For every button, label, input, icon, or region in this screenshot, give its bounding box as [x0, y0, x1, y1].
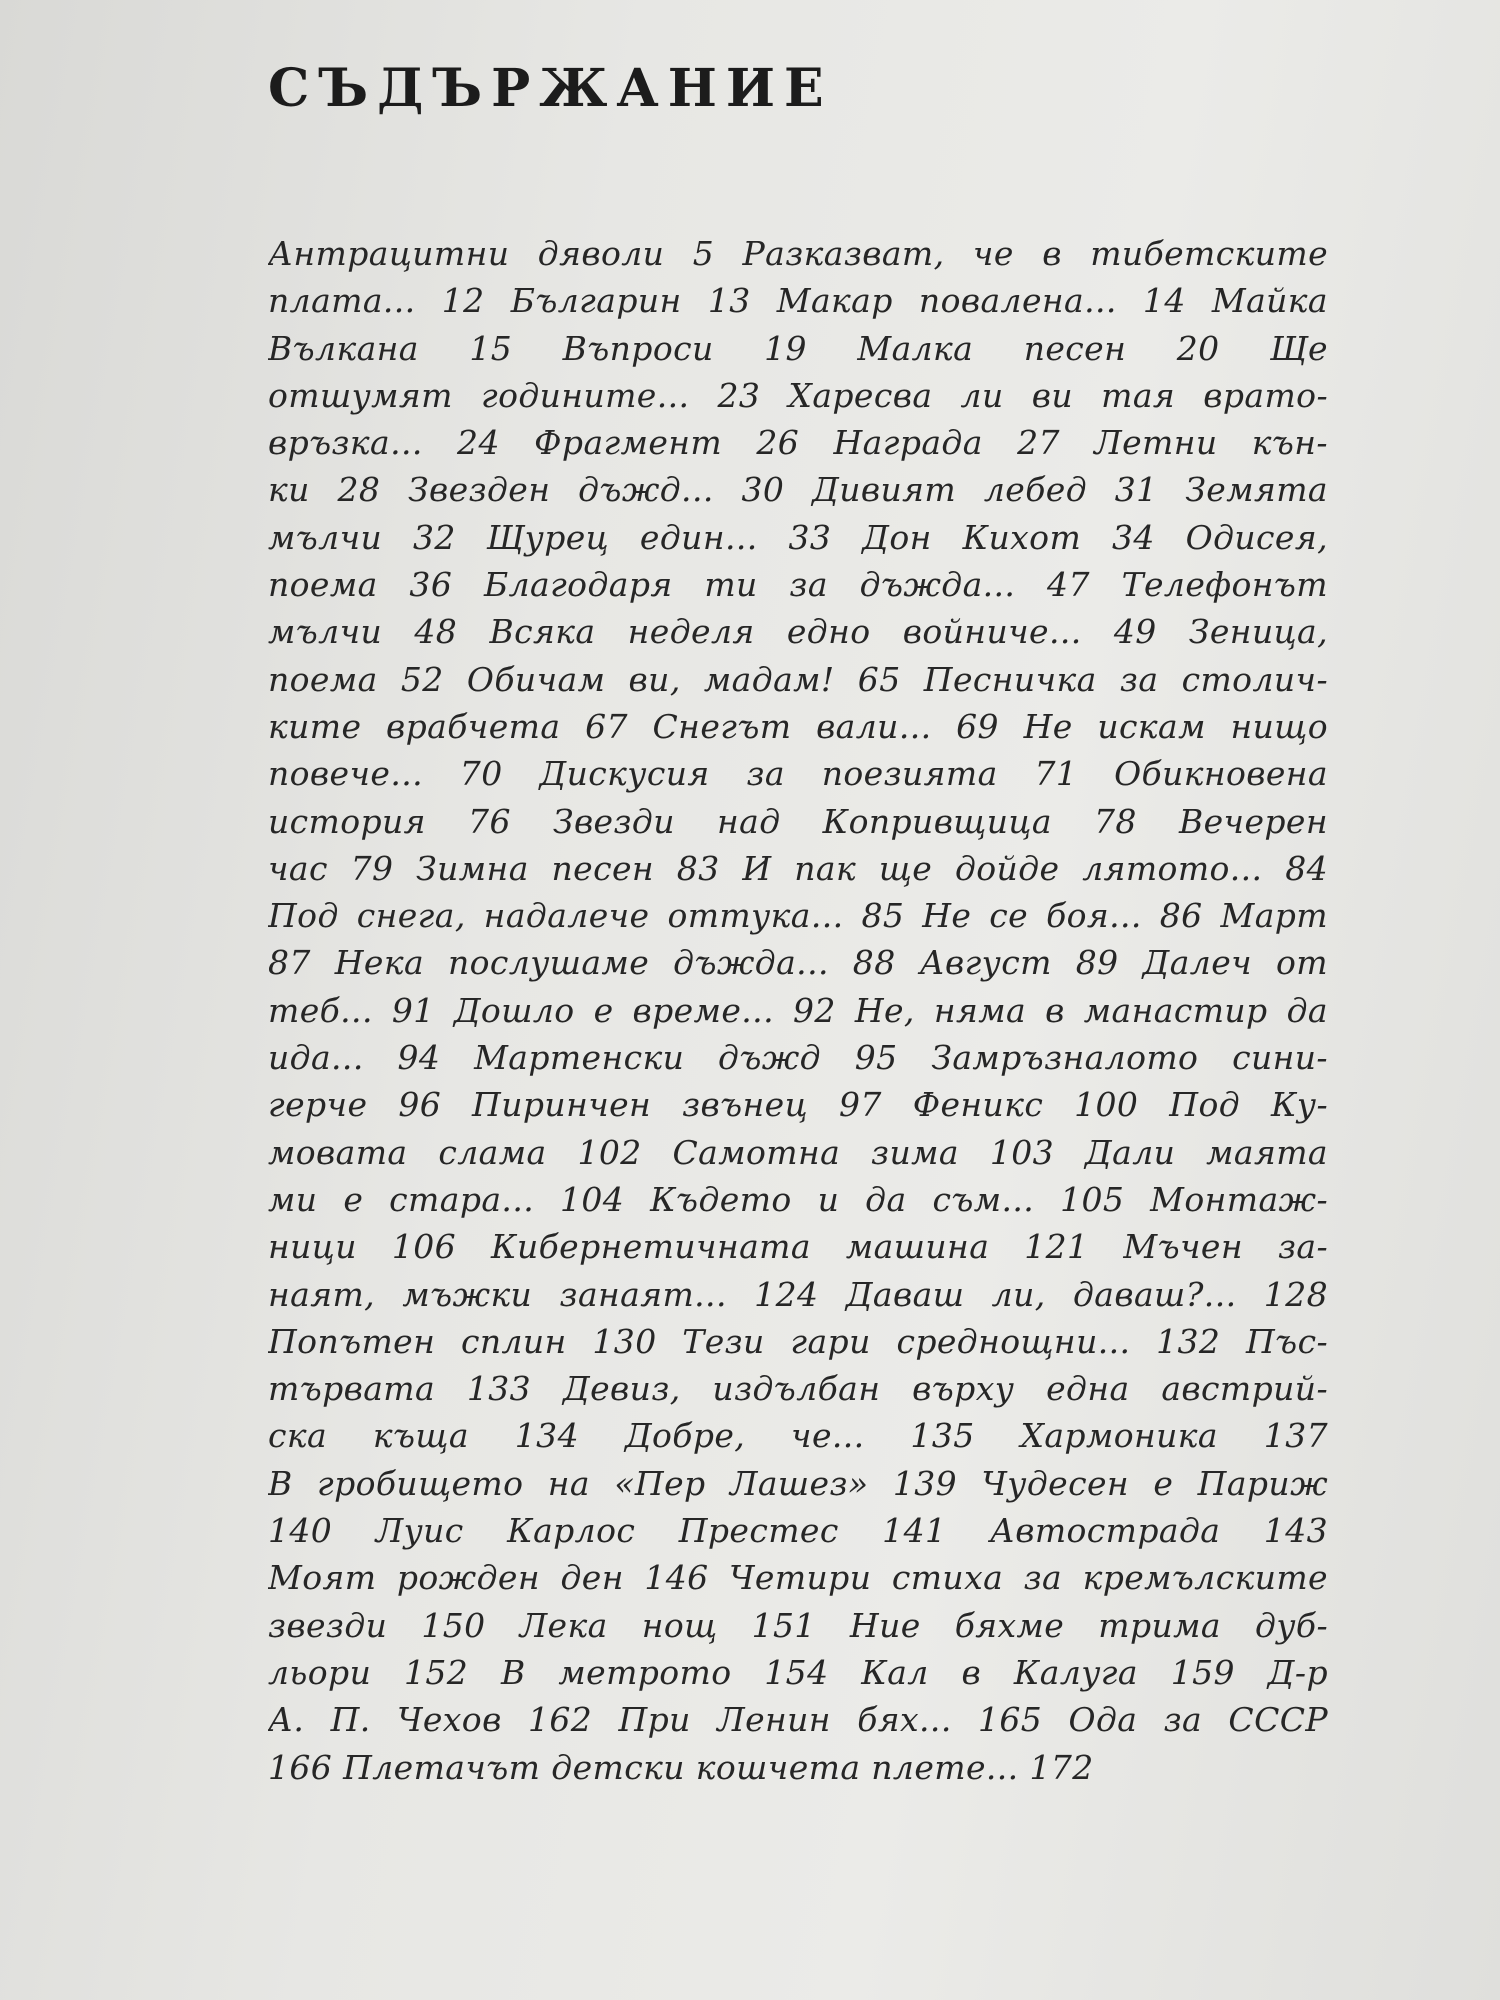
toc-line: Под снега, надалече оттука... 85 Не се боя... 86 Март	[268, 896, 1328, 936]
toc-line: теб... 91 Дошло е време... 92 Не, няма в манастир да	[268, 990, 1328, 1030]
toc-line: мълчи 32 Щурец един... 33 Дон Кихот 34 Одисея,	[268, 517, 1328, 557]
toc-line: тървата 133 Девиз, издълбан върху една австрий-	[268, 1369, 1328, 1409]
toc-line: ми е стара... 104 Където и да съм... 105 Монтаж-	[268, 1179, 1328, 1219]
toc-line: наят, мъжки занаят... 124 Даваш ли, даваш?... 128	[268, 1274, 1328, 1314]
toc-line: ници 106 Кибернетичната машина 121 Мъчен за-	[268, 1227, 1328, 1267]
toc-line: ида... 94 Мартенски дъжд 95 Замръзналото сини-	[268, 1038, 1328, 1078]
toc-line: ките врабчета 67 Снегът вали... 69 Не искам нищо	[268, 706, 1328, 746]
toc-line: поема 36 Благодаря ти за дъжда... 47 Телефонът	[268, 565, 1328, 605]
toc-line: 87 Нека послушаме дъжда... 88 Август 89 Далеч от	[268, 943, 1328, 983]
toc-line: поема 52 Обичам ви, мадам! 65 Песничка за столич-	[268, 659, 1328, 699]
toc-line: връзка... 24 Фрагмент 26 Награда 27 Летни кън-	[268, 423, 1328, 463]
toc-line: час 79 Зимна песен 83 И пак ще дойде лятото... 84	[268, 848, 1328, 888]
toc-line: Моят рожден ден 146 Четири стиха за кремълските	[268, 1558, 1328, 1598]
toc-line: герче 96 Пиринчен звънец 97 Феникс 100 Под Ку-	[268, 1085, 1328, 1125]
toc-line: 166 Плетачът детски кошчета плете... 172	[268, 1747, 1094, 1787]
toc-line: льори 152 В метрото 154 Кал в Калуга 159 Д-р	[268, 1652, 1328, 1692]
toc-line: звезди 150 Лека нощ 151 Ние бяхме трима дуб-	[268, 1605, 1328, 1645]
toc-line: история 76 Звезди над Копривщица 78 Вечерен	[268, 801, 1328, 841]
toc-line: А. П. Чехов 162 При Ленин бях... 165 Ода за СССР	[268, 1700, 1328, 1740]
toc-line: В гробището на «Пер Лашез» 139 Чудесен е Париж	[268, 1463, 1328, 1503]
toc-line: Попътен сплин 130 Тези гари среднощни... 132 Пъс-	[268, 1321, 1328, 1361]
toc-line: Вълкана 15 Въпроси 19 Малка песен 20 Ще	[268, 328, 1328, 368]
toc-line: плата... 12 Българин 13 Макар повалена... 14 Майка	[268, 281, 1328, 321]
toc-line: Антрацитни дяволи 5 Разказват, че в тибетските	[268, 234, 1328, 273]
table-of-contents	[268, 230, 1328, 1791]
toc-line: ки 28 Звезден дъжд... 30 Дивият лебед 31 Земята	[268, 470, 1328, 510]
toc-line: мовата слама 102 Самотна зима 103 Дали маята	[268, 1132, 1328, 1172]
toc-line: повече... 70 Дискусия за поезията 71 Обикновена	[268, 754, 1328, 794]
toc-line: 140 Луис Карлос Престес 141 Автострада 143	[268, 1511, 1328, 1551]
toc-line: мълчи 48 Всяка неделя едно войниче... 49 Зеница,	[268, 612, 1328, 652]
page-heading: СЪДЪРЖАНИЕ	[268, 58, 833, 119]
toc-line: отшумят годините... 23 Харесва ли ви тая врато-	[268, 375, 1328, 415]
toc-line: ска къща 134 Добре, че... 135 Хармоника 137	[268, 1416, 1328, 1456]
